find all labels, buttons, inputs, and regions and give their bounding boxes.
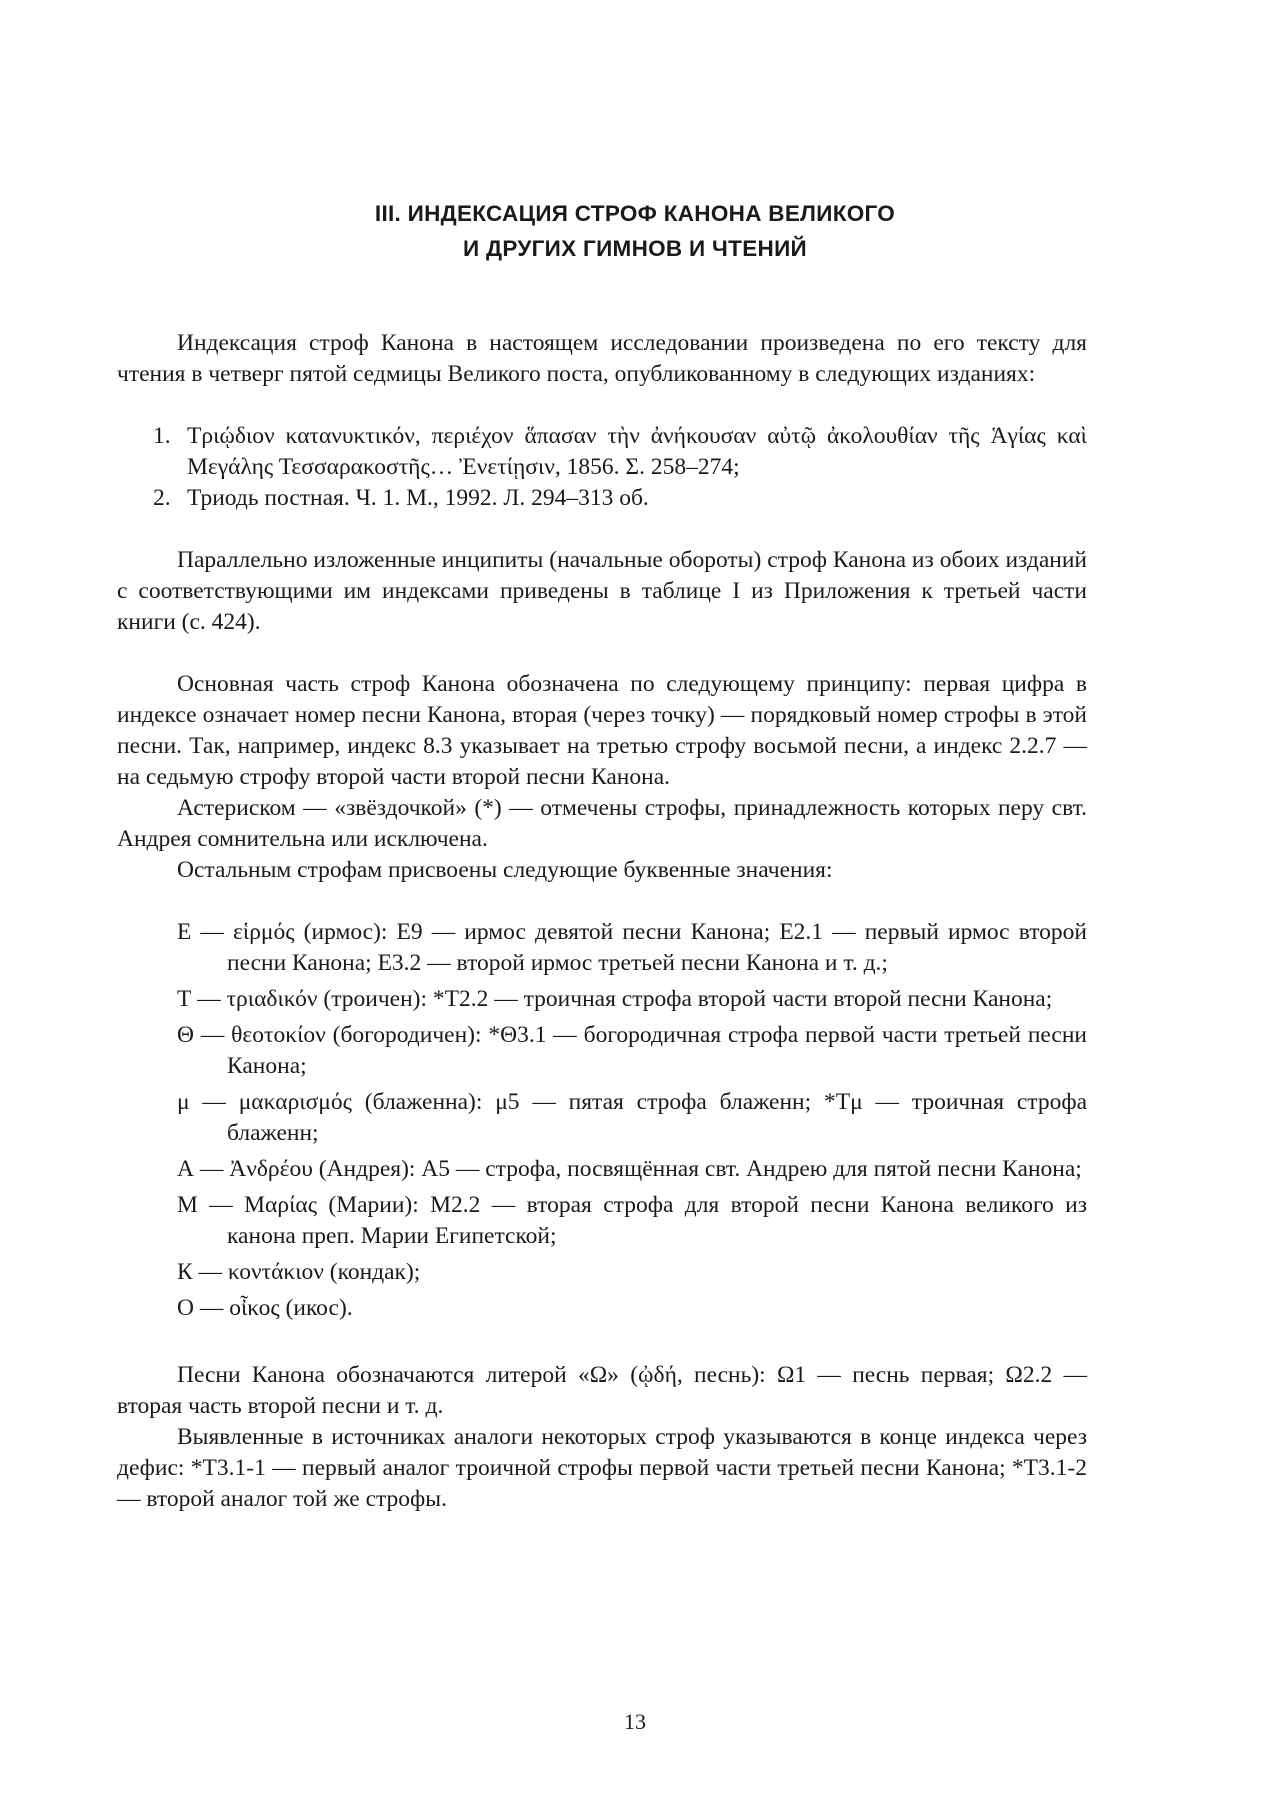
list-item: Е — εἱρμός (ирмос): Е9 — ирмос девятой песни Канона; Е2.1 — первый ирмос второй песни Канона; Е3.2 — второй ирмос третьей песни Канона и т. д.;	[177, 919, 1087, 976]
list-item: 2. Триодь постная. Ч. 1. М., 1992. Л. 294–313 об.	[153, 485, 649, 511]
list-item: Т — τριαδικόν (троичен): *Т2.2 — троичная строфа второй части второй песни Канона;	[177, 986, 1053, 1012]
chapter-heading	[0, 196, 1270, 266]
songs-paragraph: Песни Канона обозначаются литерой «Ω» (ᾠδή, песнь): Ω1 — песнь первая; Ω2.2 — вторая часть второй песни и т. д.	[117, 1362, 1087, 1419]
list-item: О — οἶκος (икос).	[177, 1295, 353, 1321]
asterisk-paragraph: Астериском — «звёздочкой» (*) — отмечены строфы, принадлежность которых перу свт. Андрея сомнительна или исключена.	[117, 795, 1087, 852]
heading-line-2: И ДРУГИХ ГИМНОВ И ЧТЕНИЙ	[462, 236, 808, 261]
list-item: μ — μακαρισμός (блаженна): μ5 — пятая строфа блаженн; *Тμ — троичная строфа блаженн;	[177, 1089, 1087, 1146]
principle-paragraph: Основная часть строф Канона обозначена по следующему принципу: первая цифра в индексе означает номер песни Канона, вторая (через точку) — порядковый номер строфы в этой песни. Так, например, индекс 8.3 указывает на третью строфу восьмой песни, а индекс 2.2.7 — на седьмую строфу второй части второй песни Канона.	[117, 671, 1087, 790]
list-item: М — Μαρίας (Марии): М2.2 — вторая строфа для второй песни Канона великого из канона преп. Марии Египетской;	[177, 1192, 1087, 1249]
page-number: 13	[624, 1709, 646, 1734]
sources-list	[117, 421, 1087, 514]
heading-line-1: III. ИНДЕКСАЦИЯ СТРОФ КАНОНА ВЕЛИКОГО	[374, 201, 896, 226]
analogs-paragraph: Выявленные в источниках аналоги некоторых строф указываются в конце индекса через дефис: *Т3.1-1 — первый аналог троичной строфы первой части третьей песни Канона; *Т3.1-2 — второй аналог той же строфы.	[117, 1424, 1087, 1512]
definitions-list	[117, 917, 1087, 1324]
list-item: К — κοντάκιον (кондак);	[177, 1259, 421, 1285]
rest-paragraph: Остальным строфам присвоены следующие буквенные значения:	[177, 857, 833, 883]
parallel-paragraph: Параллельно изложенные инципиты (начальные обороты) строф Канона из обоих изданий с соответствующими им индексами приведены в таблице I из Приложения к третьей части книги (с. 424).	[117, 547, 1087, 635]
list-item: 1. Τριῴδιον κατανυκτικόν, περιέχον ἅπασαν τὴν ἀνήκουσαν αὐτῷ ἀκολουθίαν τῆς Ἁγίας καὶ Μεγάλης Τεσσαρακοστῆς… Ἐνετίῃσιν, 1856. Σ. 258–274;	[153, 423, 1087, 480]
intro-paragraph: Индексация строф Канона в настоящем исследовании произведена по его тексту для чтения в четверг пятой седмицы Великого поста, опубликованному в следующих изданиях:	[117, 330, 1087, 387]
list-item: А — Ἀνδρέου (Андрея): А5 — строфа, посвящённая свт. Андрею для пятой песни Канона;	[177, 1156, 1082, 1182]
page-body	[117, 328, 1087, 1515]
list-item: Θ — θεοτοκίον (богородичен): *Θ3.1 — богородичная строфа первой части третьей песни Канона;	[177, 1022, 1087, 1079]
